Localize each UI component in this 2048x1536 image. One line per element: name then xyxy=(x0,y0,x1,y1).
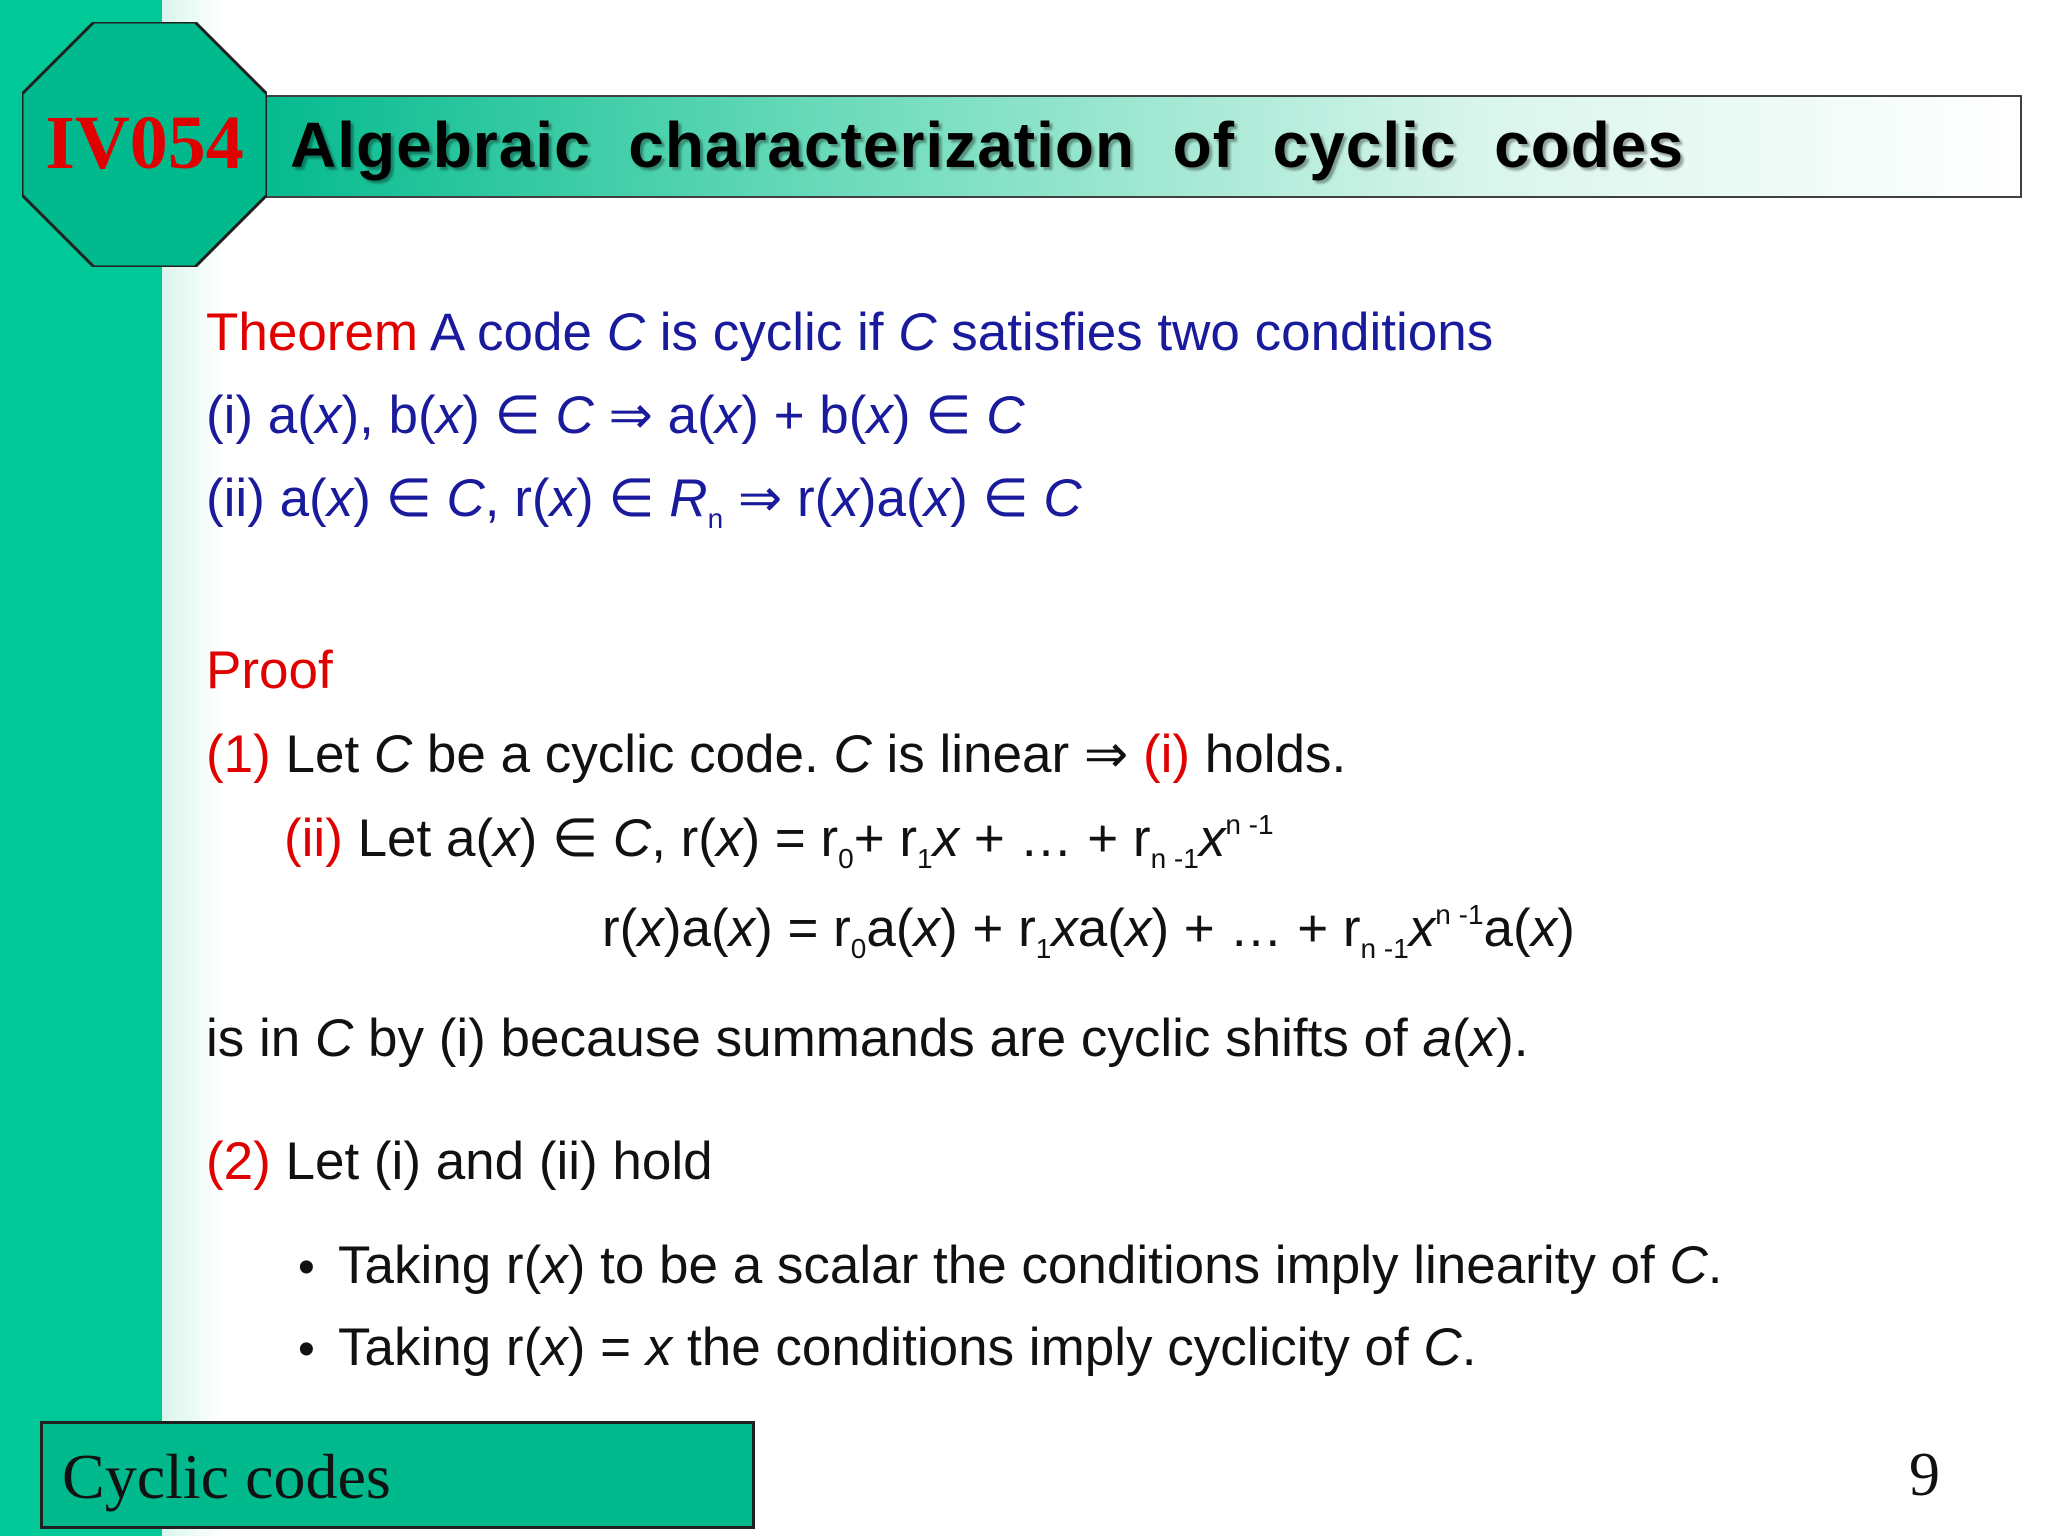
text: be a cyclic code. xyxy=(412,725,834,784)
subscript: 0 xyxy=(838,843,854,874)
text: ( xyxy=(1451,1009,1470,1068)
text: ) ∈ xyxy=(462,386,556,445)
var-x: x xyxy=(645,1318,673,1377)
var-x: x xyxy=(1408,899,1436,958)
var-x: x xyxy=(541,1318,568,1377)
var-C: C xyxy=(373,725,413,784)
subscript: 1 xyxy=(917,843,933,874)
text: ) + … + r xyxy=(1151,899,1361,958)
text: (ii) a( xyxy=(206,469,327,528)
var-x: x xyxy=(715,809,743,868)
bullet-marker: • xyxy=(298,1323,315,1376)
text: ) ∈ xyxy=(353,469,447,528)
text: satisfies two conditions xyxy=(936,303,1494,362)
step-number: (1) xyxy=(206,725,271,784)
text: + r xyxy=(853,809,918,868)
proof-conclusion xyxy=(206,1008,1529,1069)
text: ) = xyxy=(567,1318,646,1377)
text: )a( xyxy=(663,899,729,958)
superscript: n -1 xyxy=(1225,809,1274,840)
var-x: x xyxy=(913,899,941,958)
var-C: C xyxy=(986,386,1025,445)
var-x: x xyxy=(493,809,520,868)
proof-label: Proof xyxy=(206,641,333,700)
var-x: x xyxy=(1530,899,1558,958)
text: ) ∈ xyxy=(519,809,613,868)
subscript: 0 xyxy=(850,933,867,964)
bullet-marker: • xyxy=(298,1241,315,1294)
var-C: C xyxy=(446,469,485,528)
var-C: C xyxy=(833,725,872,784)
condition-ii xyxy=(206,468,1082,534)
text: . xyxy=(1707,1236,1723,1295)
var-x: x xyxy=(1198,809,1226,868)
text: Let (i) and (ii) hold xyxy=(270,1132,713,1191)
subscript: n -1 xyxy=(1360,933,1409,964)
theorem-label: Theorem xyxy=(206,303,419,362)
text: a( xyxy=(1077,899,1125,958)
var-x: x xyxy=(326,469,354,528)
bullet-item-1 xyxy=(338,1235,1723,1296)
proof-equation xyxy=(602,898,1575,964)
var-C: C xyxy=(898,303,937,362)
subscript: 1 xyxy=(1035,933,1052,964)
text: (i) a( xyxy=(206,386,315,445)
text: Let a( xyxy=(342,809,494,868)
superscript: n -1 xyxy=(1435,899,1484,930)
text: is linear ⇒ xyxy=(871,725,1143,784)
text: ⇒ r( xyxy=(723,469,833,528)
var-x: x xyxy=(541,1236,568,1295)
var-x: x xyxy=(637,899,664,958)
var-R: R xyxy=(669,469,708,528)
var-x: x xyxy=(932,809,960,868)
page-number: 9 xyxy=(1909,1441,1940,1509)
step-number: (2) xyxy=(206,1132,271,1191)
text: ⇒ a( xyxy=(593,386,715,445)
text: r( xyxy=(602,899,638,958)
text: , r( xyxy=(484,469,550,528)
text: ) = r xyxy=(755,899,851,958)
var-x: x xyxy=(1051,899,1078,958)
text: is cyclic if xyxy=(644,303,899,362)
text: ) + b( xyxy=(741,386,867,445)
proof-step-1 xyxy=(206,724,1346,785)
text: ) + r xyxy=(940,899,1036,958)
text: ) ∈ xyxy=(892,386,987,445)
footer-section-title: Cyclic codes xyxy=(62,1441,391,1512)
text: Taking r( xyxy=(338,1236,542,1295)
text: a( xyxy=(1483,899,1531,958)
text: is in xyxy=(206,1009,315,1068)
text: holds. xyxy=(1190,725,1347,784)
text: the conditions imply cyclicity of xyxy=(672,1318,1424,1377)
text: ) ∈ xyxy=(950,469,1044,528)
reference: (i) xyxy=(1142,725,1191,784)
text: a( xyxy=(866,899,914,958)
text: by (i) because summands are cyclic shifts of xyxy=(353,1009,1423,1068)
var-C: C xyxy=(606,303,645,362)
var-x: x xyxy=(435,386,463,445)
var-C: C xyxy=(314,1009,354,1068)
text: ) = r xyxy=(742,809,839,868)
var-x: x xyxy=(714,386,742,445)
var-C: C xyxy=(1669,1236,1708,1295)
text: ) xyxy=(1557,899,1575,958)
text: . xyxy=(1461,1318,1477,1377)
var-a: a xyxy=(1422,1009,1452,1068)
condition-i xyxy=(206,385,1024,446)
slide-title: Algebraic characterization of cyclic codes xyxy=(290,109,1685,181)
text: ), b( xyxy=(341,386,436,445)
var-C: C xyxy=(555,386,594,445)
var-x: x xyxy=(866,386,893,445)
theorem-statement xyxy=(206,302,1493,363)
bullet-item-2 xyxy=(338,1317,1476,1378)
var-x: x xyxy=(549,469,577,528)
text: ) to be a scalar the conditions imply linearity of xyxy=(567,1236,1670,1295)
var-x: x xyxy=(1469,1009,1497,1068)
proof-step-1b xyxy=(284,808,1274,874)
text: )a( xyxy=(858,469,924,528)
var-x: x xyxy=(1124,899,1152,958)
var-x: x xyxy=(728,899,756,958)
course-code: IV054 xyxy=(45,101,244,185)
var-C: C xyxy=(612,809,652,868)
var-x: x xyxy=(923,469,951,528)
var-x: x xyxy=(314,386,342,445)
text: ) ∈ xyxy=(576,469,670,528)
proof-step-2 xyxy=(206,1131,713,1192)
text: ). xyxy=(1496,1009,1529,1068)
var-x: x xyxy=(832,469,859,528)
text: + … + r xyxy=(959,809,1151,868)
subscript: n -1 xyxy=(1150,843,1199,874)
text: Taking r( xyxy=(338,1318,542,1377)
text: Let xyxy=(270,725,374,784)
subscript-n: n xyxy=(707,503,724,534)
var-C: C xyxy=(1423,1318,1462,1377)
text: , r( xyxy=(651,809,716,868)
text: A code xyxy=(429,303,607,362)
step-number: (ii) xyxy=(284,809,343,868)
var-C: C xyxy=(1043,469,1082,528)
